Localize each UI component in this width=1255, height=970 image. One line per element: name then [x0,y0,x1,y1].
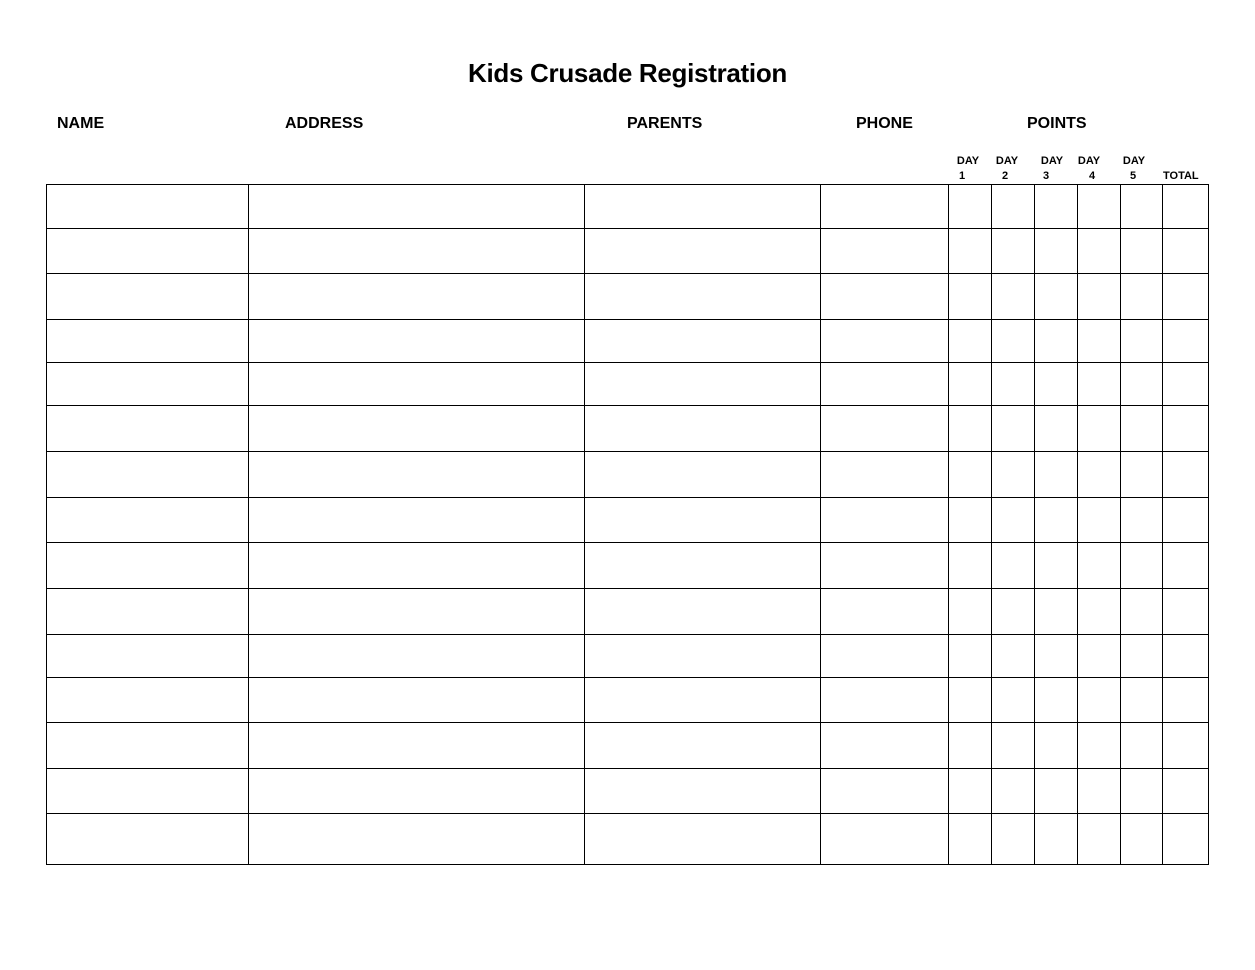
page-title: Kids Crusade Registration [467,58,787,88]
row-divider [47,813,1208,814]
column-divider [948,185,949,864]
day-header-5 [1114,154,1154,184]
day-header-label: DAY [1122,155,1146,167]
row-divider [47,768,1208,769]
row-divider [47,405,1208,406]
day-header-label: DAY [956,155,980,167]
row-divider [47,542,1208,543]
column-divider [584,185,585,864]
column-divider [248,185,249,864]
column-divider [1162,185,1163,864]
row-divider [47,228,1208,229]
day-header-label: DAY [1077,155,1101,167]
column-divider [1077,185,1078,864]
column-divider [1034,185,1035,864]
row-divider [47,497,1208,498]
day-header-number: 4 [1088,170,1096,182]
column-header-address: ADDRESS [285,115,364,132]
column-divider [991,185,992,864]
row-divider [47,634,1208,635]
day-header-3 [1032,154,1072,184]
column-header-parents: PARENTS [627,115,703,132]
day-header-label: DAY [995,155,1019,167]
column-header-phone: PHONE [856,115,913,132]
day-header-1 [948,154,988,184]
day-header-label: DAY [1040,155,1064,167]
row-divider [47,451,1208,452]
row-divider [47,362,1208,363]
column-divider [1120,185,1121,864]
day-header-number: 3 [1042,170,1050,182]
total-header: TOTAL [1163,170,1199,182]
day-header-number: 5 [1129,170,1137,182]
row-divider [47,273,1208,274]
day-header-number: 2 [1001,170,1009,182]
day-header-4 [1069,154,1109,184]
column-header-points: POINTS [1027,115,1087,132]
column-divider [820,185,821,864]
row-divider [47,588,1208,589]
row-divider [47,319,1208,320]
row-divider [47,677,1208,678]
registration-table [46,184,1209,865]
day-header-number: 1 [958,170,966,182]
row-divider [47,722,1208,723]
column-header-name: NAME [57,115,105,132]
